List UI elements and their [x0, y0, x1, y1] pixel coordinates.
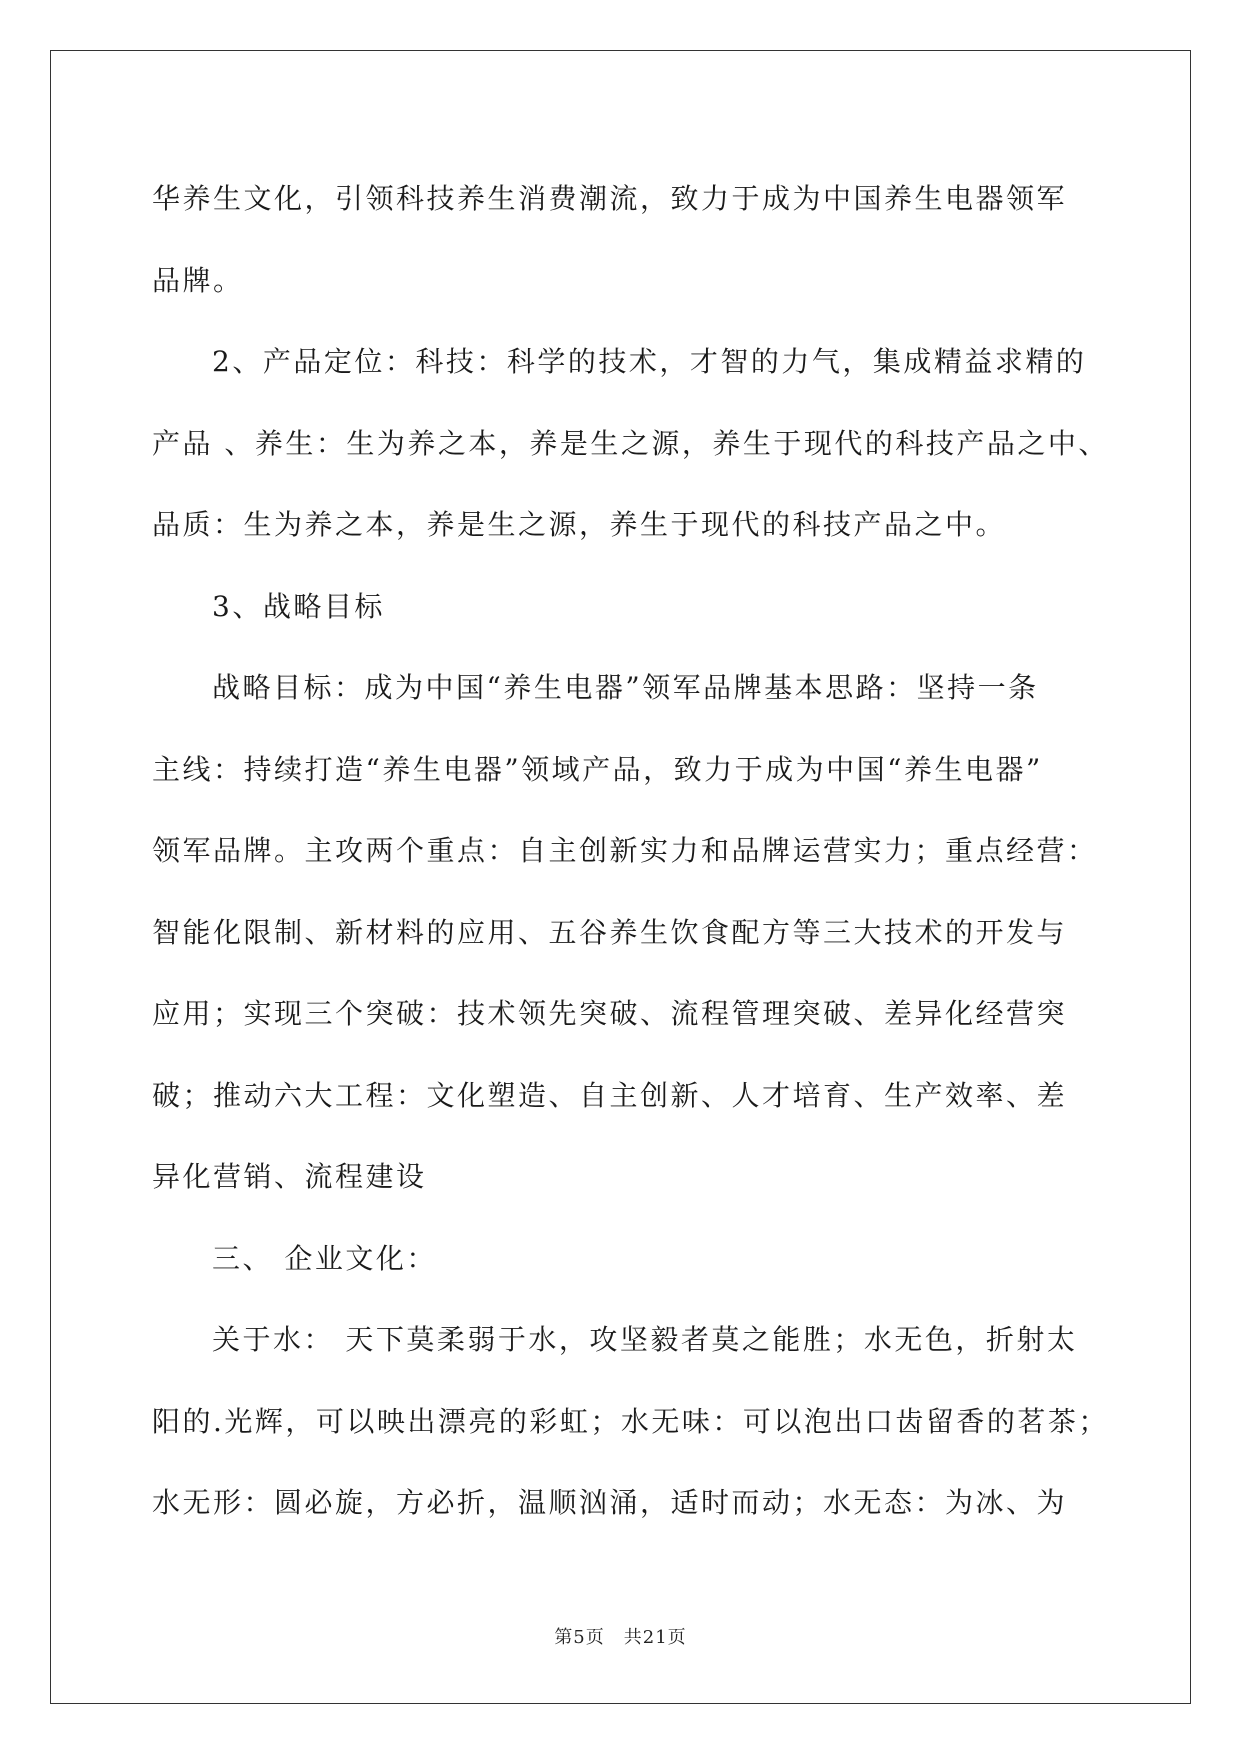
- text-line: 战略目标：成为中国“养生电器”领军品牌基本思路：坚持一条: [212, 671, 1039, 704]
- text-line: 应用；实现三个突破：技术领先突破、流程管理突破、差异化经营突: [152, 997, 1068, 1030]
- paragraph-product-positioning: [152, 321, 1109, 566]
- text-line: 品质：生为养之本，养是生之源，养生于现代的科技产品之中。: [152, 508, 1007, 541]
- text-line: 三、 企业文化：: [212, 1241, 437, 1275]
- document-body: [152, 158, 1109, 1544]
- text-line: 3、战略目标: [212, 589, 385, 623]
- page-number-footer: 第5页 共21页: [554, 1627, 687, 1648]
- paragraph-about-water: [152, 1299, 1109, 1544]
- text-line: 关于水： 天下莫柔弱于水，攻坚毅者莫之能胜；水无色，折射太: [212, 1323, 1078, 1356]
- text-line: 领军品牌。主攻两个重点：自主创新实力和品牌运营实力；重点经营：: [152, 834, 1098, 867]
- text-line: 品牌。: [152, 263, 244, 297]
- text-line: 智能化限制、新材料的应用、五谷养生饮食配方等三大技术的开发与: [152, 915, 1068, 949]
- heading-strategic-goals: [152, 566, 1092, 648]
- text-line: 异化营销、流程建设: [152, 1160, 427, 1193]
- text-line: 水无形：圆必旋，方必折，温顺汹涌，适时而动；水无态：为冰、为: [152, 1486, 1068, 1519]
- paragraph-strategic-goals: [152, 647, 1098, 1218]
- heading-corporate-culture: [152, 1218, 1092, 1300]
- text-line: 阳的.光辉，可以映出漂亮的彩虹；水无味：可以泡出口齿留香的茗茶；: [152, 1404, 1109, 1438]
- text-line: 破；推动六大工程：文化塑造、自主创新、人才培育、生产效率、差: [152, 1078, 1068, 1112]
- text-line: 主线：持续打造“养生电器”领域产品，致力于成为中国“养生电器”: [152, 752, 1043, 786]
- text-line: 华养生文化，引领科技养生消费潮流，致力于成为中国养生电器领军: [152, 182, 1068, 215]
- text-line: 产品 、养生：生为养之本，养是生之源，养生于现代的科技产品之中、: [152, 426, 1109, 460]
- text-line: 2、产品定位：科技：科学的技术，才智的力气，集成精益求精的: [212, 345, 1087, 378]
- paragraph-1: [152, 158, 1092, 321]
